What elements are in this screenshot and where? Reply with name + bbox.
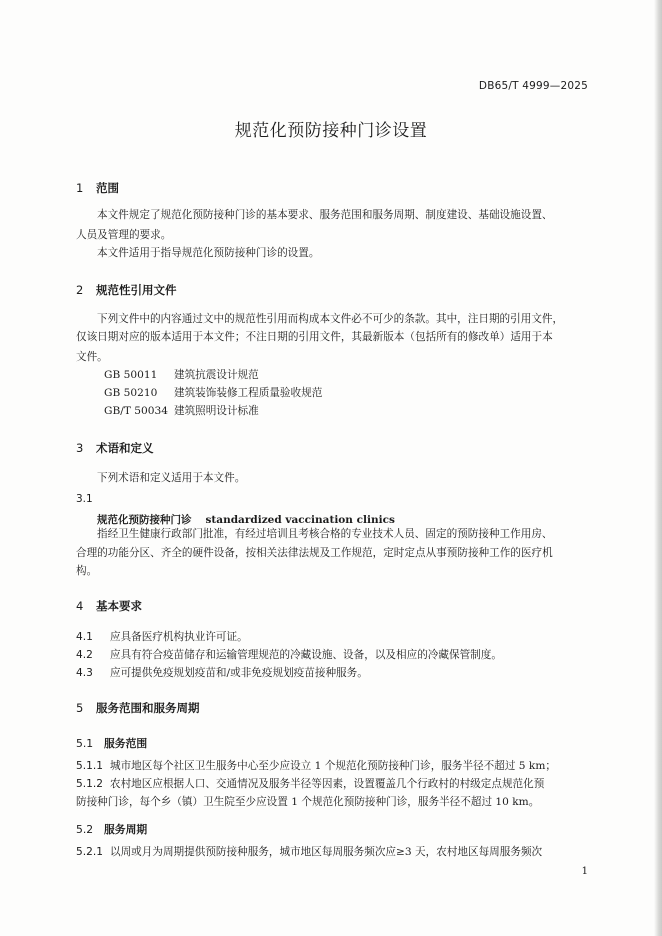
paragraph-line: 本文件适用于指导规范化预防接种门诊的设置。 — [97, 247, 320, 259]
clause-text: 农村地区应根据人口、交通情况及服务半径等因素，设置覆盖几个行政村的村级定点规范化预 — [110, 778, 545, 790]
definition-line: 构。 — [76, 565, 98, 577]
section-number: 5 — [76, 701, 84, 715]
clause-text: 城市地区每个社区卫生服务中心至少应设立 1 个规范化预防接种门诊，服务半径不超过 5 km； — [110, 760, 556, 772]
term-number: 3.1 — [76, 493, 93, 505]
standard-number: DB65/T 4999—2025 — [478, 80, 588, 92]
section-number: 1 — [76, 181, 84, 195]
reference-code: GB 50011 — [104, 369, 158, 381]
page-number: 1 — [581, 866, 588, 877]
reference-item — [104, 402, 259, 420]
paragraph-line: 仅该日期对应的版本适用于本文件；不注日期的引用文件，其最新版本（包括所有的修改单）适用于本 — [76, 331, 553, 343]
subsection-number: 5.2 — [76, 823, 94, 836]
requirement-item — [76, 646, 502, 664]
reference-title: 建筑抗震设计规范 — [174, 369, 259, 381]
subsection-5-1-heading — [76, 736, 147, 751]
section-4-heading — [76, 598, 142, 614]
section-number: 4 — [76, 599, 84, 613]
definition-line: 合理的功能分区、齐全的硬件设备，按相关法律法规及工作规范，定时定点从事预防接种工作的医疗机 — [76, 547, 553, 559]
item-number: 4.2 — [76, 649, 93, 661]
section-2-heading — [76, 282, 177, 298]
paragraph-line: 下列术语和定义适用于本文件。 — [97, 472, 246, 484]
section-title: 基本要求 — [96, 599, 142, 613]
term-english: standardized vaccination clinics — [205, 514, 395, 526]
paragraph-line: 文件。 — [76, 351, 108, 363]
document-title: 规范化预防接种门诊设置 — [234, 121, 428, 141]
clause-number: 5.2.1 — [76, 846, 103, 858]
section-title: 规范性引用文件 — [96, 283, 177, 297]
clause-continuation: 防接种门诊，每个乡（镇）卫生院至少应设置 1 个规范化预防接种门诊，服务半径不超过 10 km。 — [76, 796, 540, 808]
paragraph-line: 下列文件中的内容通过文中的规范性引用而构成本文件必不可少的条款。其中，注日期的引用文件， — [97, 313, 564, 325]
subsection-5-2-heading — [76, 822, 147, 837]
reference-code: GB/T 50034 — [104, 405, 168, 417]
section-5-heading — [76, 700, 200, 716]
section-1-heading — [76, 180, 119, 196]
section-title: 术语和定义 — [96, 441, 154, 455]
clause-5-2-1 — [76, 843, 542, 861]
requirement-item — [76, 628, 248, 646]
item-number: 4.3 — [76, 667, 93, 679]
reference-code: GB 50210 — [104, 387, 158, 399]
clause-number: 5.1.2 — [76, 778, 103, 790]
item-text: 应具有符合疫苗储存和运输管理规范的冷藏设施、设备，以及相应的冷藏保管制度。 — [110, 649, 502, 661]
subsection-number: 5.1 — [76, 737, 94, 750]
reference-item — [104, 366, 259, 384]
reference-item — [104, 384, 322, 402]
section-title: 服务范围和服务周期 — [96, 701, 200, 715]
clause-number: 5.1.1 — [76, 760, 103, 772]
clause-5-1-2 — [76, 775, 544, 793]
section-number: 3 — [76, 441, 84, 455]
clause-5-1-1 — [76, 757, 556, 775]
clause-text: 以周或月为周期提供预防接种服务，城市地区每周服务频次应≥3 天，农村地区每周服务频次 — [110, 846, 543, 858]
paragraph-line: 人员及管理的要求。 — [76, 229, 172, 241]
item-text: 应可提供免疫规划疫苗和/或非免疫规划疫苗接种服务。 — [110, 667, 368, 679]
item-number: 4.1 — [76, 631, 93, 643]
paragraph-line: 本文件规定了规范化预防接种门诊的基本要求、服务范围和服务周期、制度建设、基础设施设置、 — [97, 209, 553, 221]
item-text: 应具备医疗机构执业许可证。 — [110, 631, 248, 643]
subsection-title: 服务范围 — [104, 737, 148, 750]
reference-title: 建筑照明设计标准 — [174, 405, 259, 417]
term-chinese: 规范化预防接种门诊 — [97, 514, 192, 526]
section-title: 范围 — [96, 181, 119, 195]
section-number: 2 — [76, 283, 84, 297]
reference-title: 建筑装饰装修工程质量验收规范 — [174, 387, 323, 399]
definition-line: 指经卫生健康行政部门批准，有经过培训且考核合格的专业技术人员、固定的预防接种工作用房、 — [97, 528, 553, 540]
requirement-item — [76, 664, 368, 682]
subsection-title: 服务周期 — [104, 823, 148, 836]
section-3-heading — [76, 440, 154, 456]
